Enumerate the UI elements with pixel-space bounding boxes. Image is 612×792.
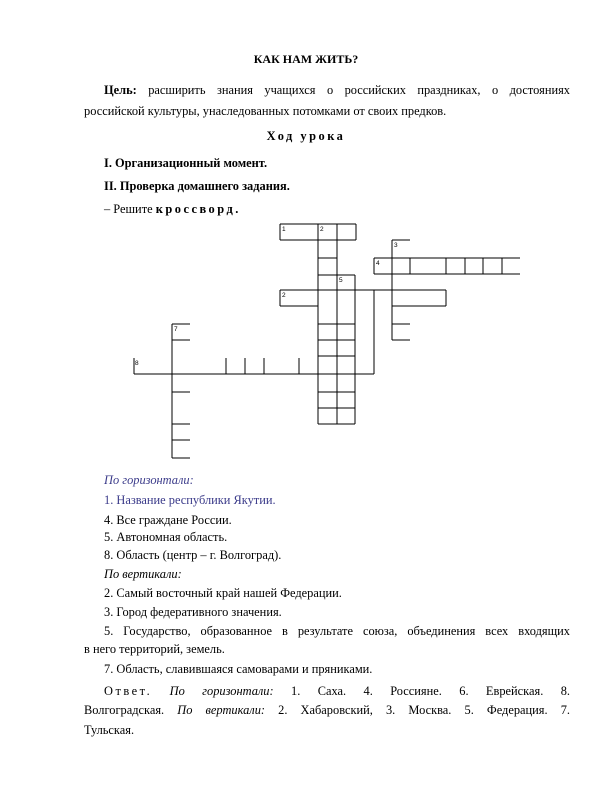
answer-across-label: По горизонтали: <box>169 684 274 698</box>
answer-down-text: 2. Хабаровский, 3. Москва. 5. Федерация. 7. <box>278 703 570 717</box>
down-clue-7: 7. Область, славившаяся самоварами и пряниками. <box>104 662 373 676</box>
answer-down-label: По вертикали: <box>177 703 266 717</box>
across-heading: По горизонтали: <box>104 473 194 487</box>
instruction-prefix: – Решите <box>104 202 153 216</box>
crossword-number-5: 5 <box>339 277 343 284</box>
down-heading: По вертикали: <box>104 567 182 581</box>
answer-line2-start: Волгоградская. <box>84 703 165 717</box>
crossword-number-6: 2 <box>282 292 286 299</box>
down-clue-5-line-1: 5. Государство, образованное в результате союза, объединения всех входящих <box>104 624 570 638</box>
answer-label: Ответ. <box>104 684 153 698</box>
goal-text-1: расширить знания учащихся о российских праздниках, о достояниях <box>148 83 570 97</box>
across-clue-5: 5. Автономная область. <box>104 530 228 544</box>
goal-text-2: российской культуры, унаследованных потомками от своих предков. <box>84 104 447 118</box>
crossword-number-3: 3 <box>394 242 398 249</box>
down-clue-5-line-2: в него территорий, земель. <box>84 642 225 656</box>
across-clue-8: 8. Область (центр – г. Волгоград). <box>104 548 282 562</box>
crossword-number-8: 8 <box>135 360 139 367</box>
crossword-number-1: 1 <box>282 226 286 233</box>
crossword-number-4: 4 <box>376 260 380 267</box>
instruction-emph: кроссворд. <box>155 202 241 216</box>
goal-label: Цель: <box>104 83 137 97</box>
across-clue-1: 1. Название республики Якутии. <box>104 493 276 507</box>
lesson-heading: Ход урока <box>266 129 346 143</box>
answer-line-1 <box>104 681 570 701</box>
answer-line-2 <box>84 700 570 720</box>
answer-across-text: 1. Саха. 4. Россияне. 6. Еврейская. 8. <box>291 684 570 698</box>
crossword-number-2: 2 <box>320 226 324 233</box>
answer-line-3: Тульская. <box>84 723 135 737</box>
page-title: КАК НАМ ЖИТЬ? <box>253 52 359 66</box>
section-2-heading: II. Проверка домашнего задания. <box>104 179 290 193</box>
down-clue-2: 2. Самый восточный край нашей Федерации. <box>104 586 342 600</box>
down-clue-3: 3. Город федеративного значения. <box>104 605 282 619</box>
across-clue-4: 4. Все граждане России. <box>104 513 232 527</box>
section-1-heading: I. Организационный момент. <box>104 156 268 170</box>
crossword-lines <box>134 224 520 458</box>
crossword-number-7: 7 <box>174 326 178 333</box>
